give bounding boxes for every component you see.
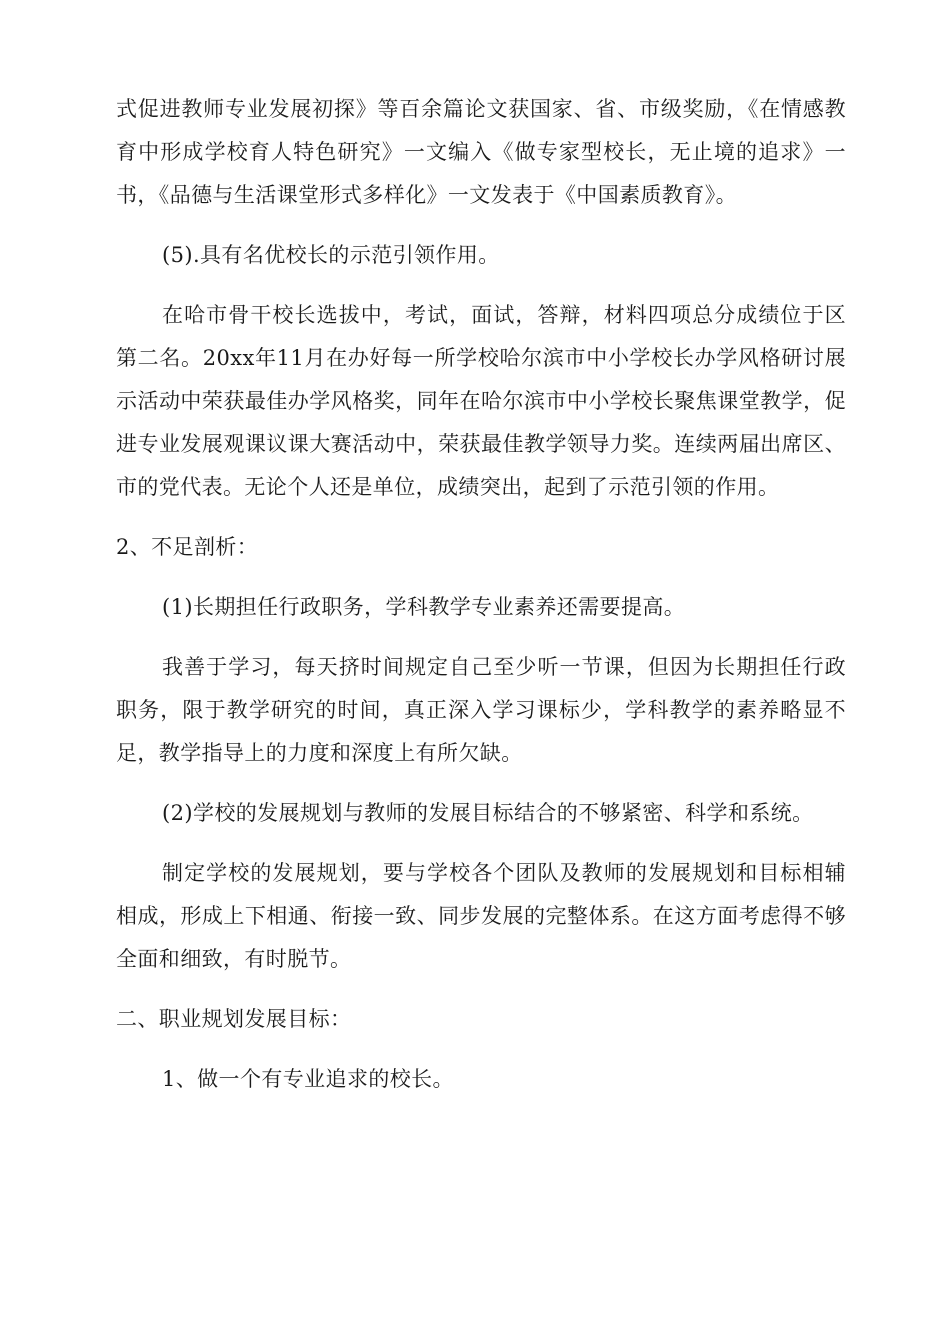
document-body [116, 88, 846, 1101]
paragraph-achievements: 在哈市骨干校长选拔中，考试，面试，答辩，材料四项总分成绩位于区第二名。20xx年11月在办好每一所学校哈尔滨市中小学校长办学风格研讨展示活动中荣获最佳办学风格奖，同年在哈尔滨市中小学校长聚焦课堂教学，促进专业发展观课议课大赛活动中，荣获最佳教学领导力奖。连续两届出席区、市的党代表。无论个人还是单位，成绩突出，起到了示范引领的作用。 [116, 303, 846, 499]
subheading-5: (5).具有名优校长的示范引领作用。 [162, 243, 500, 267]
section-heading-goals: 二、职业规划发展目标： [116, 1007, 352, 1031]
subheading-1: (1)长期担任行政职务，学科教学专业素养还需要提高。 [162, 595, 686, 619]
goal-item-1: 1、做一个有专业追求的校长。 [162, 1067, 454, 1091]
section-heading-shortcomings: 2、不足剖析： [116, 535, 259, 559]
paragraph-study: 我善于学习，每天挤时间规定自己至少听一节课，但因为长期担任行政职务，限于教学研究的时间，真正深入学习课标少，学科教学的素养略显不足，教学指导上的力度和深度上有所欠缺。 [116, 655, 846, 765]
paragraph-continuation: 式促进教师专业发展初探》等百余篇论文获国家、省、市级奖励，《在情感教育中形成学校育人特色研究》一文编入《做专家型校长，无止境的追求》一书，《品德与生活课堂形式多样化》一文发表于《中国素质教育》。 [116, 97, 846, 207]
paragraph-planning: 制定学校的发展规划，要与学校各个团队及教师的发展规划和目标相辅相成，形成上下相通、衔接一致、同步发展的完整体系。在这方面考虑得不够全面和细致，有时脱节。 [116, 861, 846, 971]
subheading-2: (2)学校的发展规划与教师的发展目标结合的不够紧密、科学和系统。 [162, 801, 814, 825]
